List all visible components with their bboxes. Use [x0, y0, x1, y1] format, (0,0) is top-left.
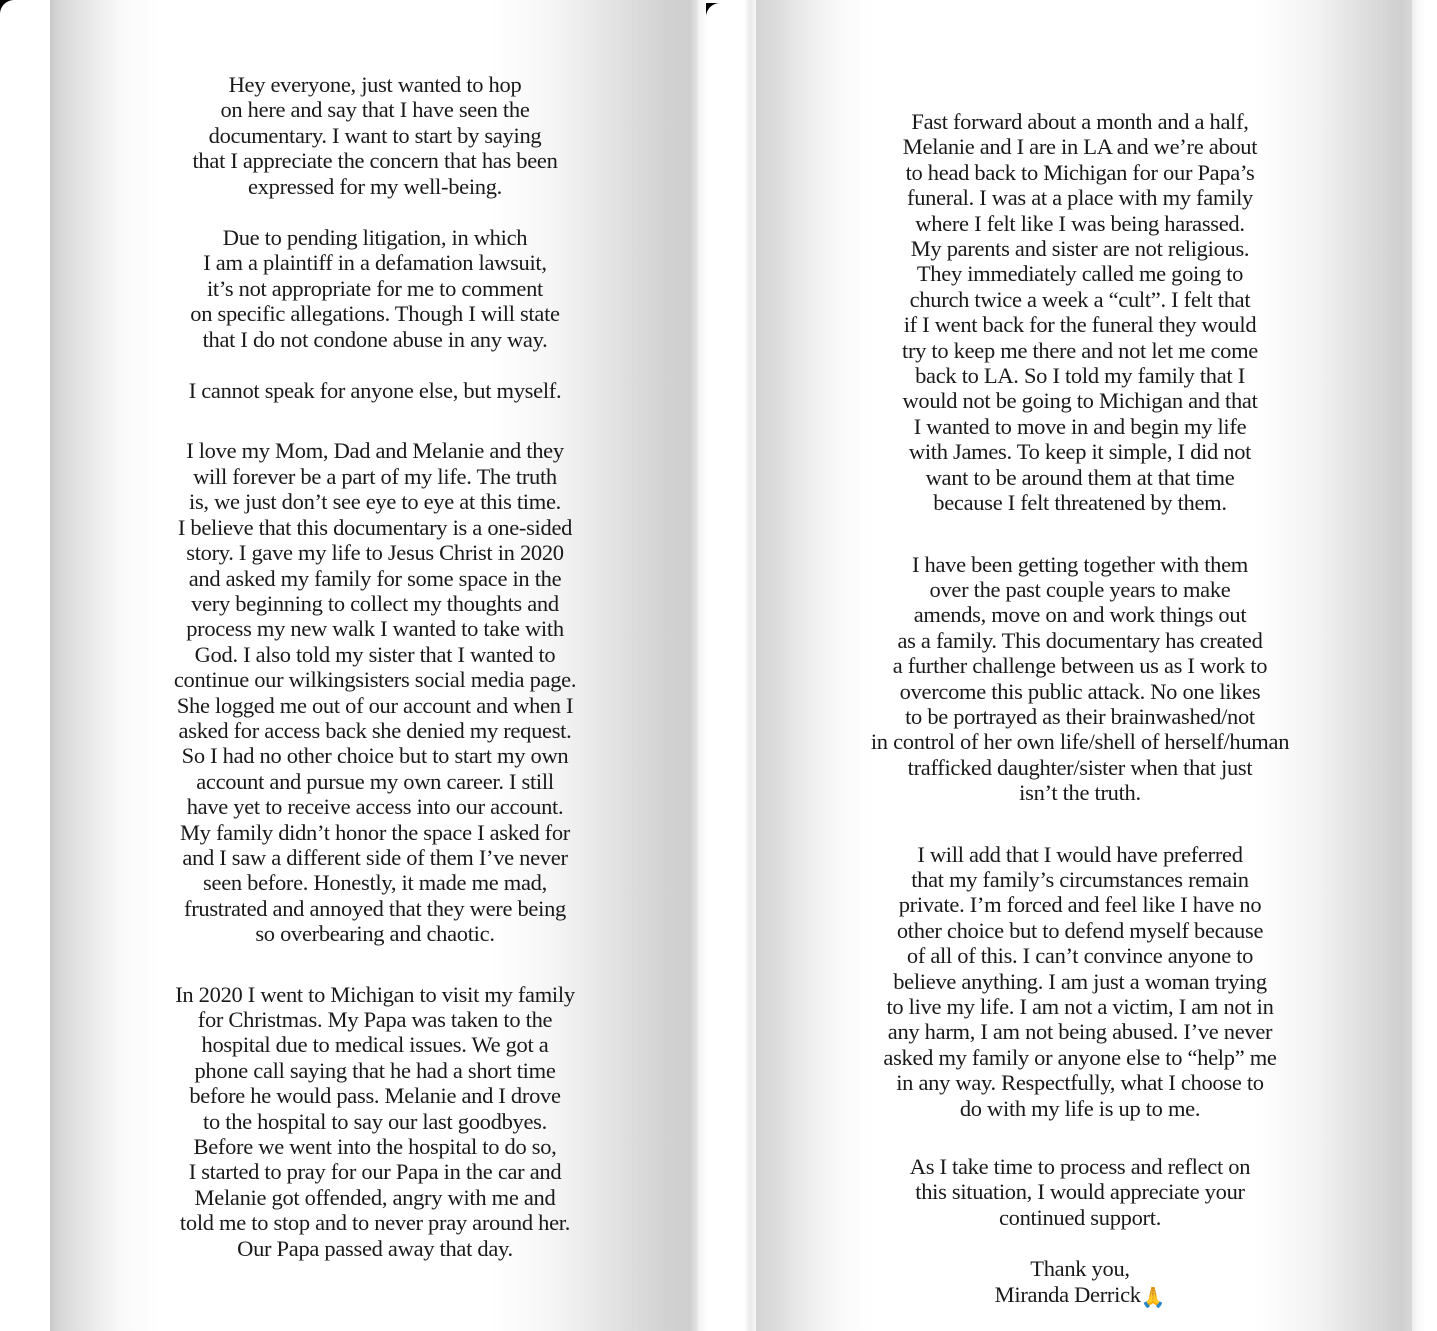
- text-line: is, we just don’t see eye to eye at this time.: [189, 489, 561, 515]
- text-line: Fast forward about a month and a half,: [911, 109, 1249, 134]
- text-line: this situation, I would appreciate your: [915, 1179, 1245, 1205]
- page-gap: [698, 0, 756, 1331]
- text-line: They immediately called me going to: [916, 261, 1244, 287]
- text-line: in any way. Respectfully, what I choose to: [896, 1070, 1264, 1096]
- text-line: where I felt like I was being harassed.: [915, 210, 1245, 236]
- paragraph-intro: [100, 72, 650, 199]
- right-margin: [1412, 0, 1437, 1331]
- text-line: continued support.: [998, 1204, 1162, 1230]
- text-line: believe anything. I am just a woman trying: [893, 968, 1267, 994]
- paragraph-litigation: [100, 225, 650, 352]
- text-line: to the hospital to say our last goodbyes.: [203, 1108, 547, 1134]
- text-line: on here and say that I have seen the: [220, 97, 530, 123]
- text-line: I believe that this documentary is a one-sided: [177, 514, 573, 540]
- text-line: any harm, I am not being abused. I’ve never: [887, 1019, 1273, 1045]
- text-line: very beginning to collect my thoughts and: [191, 590, 559, 616]
- text-line: Our Papa passed away that day.: [237, 1235, 513, 1261]
- signature: [800, 1282, 1360, 1308]
- text-line: Hey everyone, just wanted to hop: [228, 72, 522, 97]
- text-line: I love my Mom, Dad and Melanie and they: [186, 438, 564, 464]
- text-line: My family didn’t honor the space I asked for: [179, 819, 571, 845]
- screenshot-corner: [0, 0, 14, 14]
- text-line: on specific allegations. Though I will state: [190, 301, 560, 327]
- paragraph-funeral: [800, 109, 1360, 516]
- signoff: [800, 1256, 1360, 1307]
- folded-hands-icon: 🙏: [1140, 1286, 1166, 1309]
- text-line: I have been getting together with them: [912, 551, 1248, 577]
- text-line: story. I gave my life to Jesus Christ in 2020: [186, 540, 564, 566]
- text-line: My parents and sister are not religious.: [910, 236, 1250, 262]
- text-line: I will add that I would have preferred: [917, 841, 1243, 867]
- text-line: I cannot speak for anyone else, but myself.: [188, 378, 562, 404]
- text-line: frustrated and annoyed that they were being: [184, 895, 566, 921]
- text-line: hospital due to medical issues. We got a: [201, 1032, 549, 1058]
- text-line: Due to pending litigation, in which: [222, 225, 528, 251]
- text-line: process my new walk I wanted to take with: [186, 616, 564, 642]
- text-line: other choice but to defend myself because: [896, 917, 1264, 943]
- text-line: isn’t the truth.: [1019, 780, 1141, 806]
- text-line: want to be around them at that time: [925, 464, 1235, 490]
- text-line: to head back to Michigan for our Papa’s: [905, 159, 1255, 185]
- closing-text: Thank you,: [1030, 1256, 1130, 1282]
- text-line: and asked my family for some space in the: [188, 565, 562, 591]
- text-line: So I had no other choice but to start my own: [181, 743, 569, 769]
- text-line: for Christmas. My Papa was taken to the: [197, 1007, 553, 1032]
- right-page-text: [800, 109, 1360, 1308]
- text-line: I am a plaintiff in a defamation lawsuit,: [203, 250, 547, 276]
- text-line: in control of her own life/shell of herself/human: [870, 729, 1290, 755]
- text-line: do with my life is up to me.: [959, 1095, 1201, 1121]
- text-line: that my family’s circumstances remain: [911, 866, 1249, 892]
- text-line: and I saw a different side of them I’ve never: [182, 844, 568, 870]
- text-line: God. I also told my sister that I wanted to: [194, 641, 556, 667]
- text-line: amends, move on and work things out: [913, 602, 1247, 628]
- text-line: Melanie and I are in LA and we’re about: [902, 134, 1258, 160]
- text-line: seen before. Honestly, it made me mad,: [203, 870, 547, 896]
- text-line: of all of this. I can’t convince anyone to: [906, 943, 1254, 969]
- paragraph-family: [100, 438, 650, 946]
- text-line: continue our wilkingsisters social media page.: [173, 667, 577, 693]
- text-line: account and pursue my own career. I still: [196, 768, 554, 794]
- text-line: overcome this public attack. No one likes: [899, 678, 1261, 704]
- paragraph-myself: [100, 378, 650, 403]
- text-line: In 2020 I went to Michigan to visit my family: [175, 981, 575, 1007]
- text-line: funeral. I was at a place with my family: [907, 185, 1253, 211]
- paragraph-christmas: [100, 982, 650, 1261]
- text-line: As I take time to process and reflect on: [909, 1154, 1251, 1180]
- text-line: I started to pray for our Papa in the car and: [188, 1159, 562, 1185]
- text-line: documentary. I want to start by saying: [208, 122, 542, 148]
- screenshot-corner: [706, 3, 720, 17]
- text-line: would not be going to Michigan and that: [902, 388, 1258, 414]
- text-line: with James. To keep it simple, I did not: [908, 439, 1252, 465]
- text-line: it’s not appropriate for me to comment: [206, 275, 543, 301]
- text-line: if I went back for the funeral they would: [903, 312, 1257, 338]
- text-line: that I appreciate the concern that has been: [192, 148, 558, 174]
- text-line: before he would pass. Melanie and I drove: [189, 1083, 561, 1109]
- text-line: phone call saying that he had a short time: [194, 1057, 556, 1083]
- text-line: because I felt threatened by them.: [933, 490, 1227, 516]
- paragraph-privacy: [800, 842, 1360, 1121]
- text-line: private. I’m forced and feel like I have no: [898, 892, 1262, 918]
- text-line: so overbearing and chaotic.: [255, 921, 495, 947]
- paragraph-amends: [800, 552, 1360, 806]
- paragraph-support: [800, 1154, 1360, 1230]
- text-line: asked for access back she denied my request.: [178, 717, 572, 743]
- text-line: a further challenge between us as I work to: [892, 653, 1268, 679]
- text-line: I wanted to move in and begin my life: [913, 413, 1247, 439]
- text-line: asked my family or anyone else to “help” me: [883, 1044, 1277, 1070]
- author-name: Miranda Derrick: [994, 1281, 1141, 1307]
- text-line: have yet to receive access into our account.: [186, 794, 564, 820]
- text-line: to live my life. I am not a victim, I am not in: [886, 994, 1274, 1019]
- text-line: She logged me out of our account and when I: [176, 692, 574, 718]
- text-line: will forever be a part of my life. The truth: [193, 463, 557, 489]
- text-line: Before we went into the hospital to do so,: [193, 1134, 557, 1160]
- text-line: to be portrayed as their brainwashed/not: [905, 703, 1255, 729]
- left-page-text: [100, 72, 650, 1261]
- text-line: told me to stop and to never pray around her.: [179, 1210, 571, 1236]
- text-line: over the past couple years to make: [929, 576, 1231, 602]
- text-line: church twice a week a “cult”. I felt that: [909, 286, 1251, 312]
- text-line: that I do not condone abuse in any way.: [202, 326, 548, 352]
- text-line: as a family. This documentary has created: [897, 627, 1263, 653]
- text-line: try to keep me there and not let me come: [902, 337, 1258, 363]
- text-line: expressed for my well-being.: [247, 173, 503, 199]
- text-line: Melanie got offended, angry with me and: [194, 1184, 556, 1210]
- text-line: back to LA. So I told my family that I: [915, 363, 1245, 389]
- text-line: trafficked daughter/sister when that just: [907, 754, 1253, 780]
